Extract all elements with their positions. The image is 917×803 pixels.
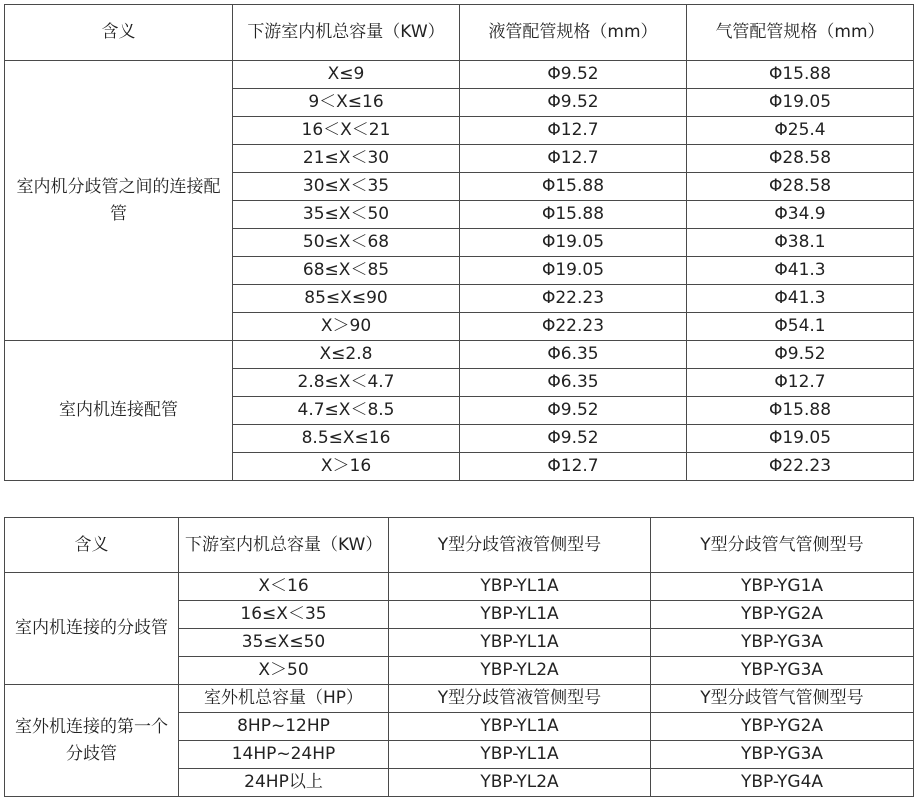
header-liquid-pipe: 液管配管规格（mm） [460,5,687,61]
gas-cell: Φ28.58 [687,145,914,173]
header-meaning: 含义 [5,518,179,573]
liquid-cell: YBP-YL1A [389,601,651,629]
table-row [5,341,914,369]
liquid-cell: Φ22.23 [460,285,687,313]
gas-cell: Φ38.1 [687,229,914,257]
capacity-cell: 68≤X＜85 [233,257,460,285]
gas-cell: Φ22.23 [687,453,914,481]
gas-cell: YBP-YG2A [651,713,914,741]
liquid-cell: Φ15.88 [460,201,687,229]
capacity-cell: 35≤X＜50 [233,201,460,229]
liquid-cell: YBP-YL1A [389,629,651,657]
gas-cell: Φ15.88 [687,61,914,89]
liquid-cell: Φ9.52 [460,89,687,117]
capacity-cell: 16＜X＜21 [233,117,460,145]
liquid-cell: Φ9.52 [460,397,687,425]
capacity-cell: X≤9 [233,61,460,89]
gas-cell: Φ19.05 [687,425,914,453]
group-label: 室内机分歧管之间的连接配管 [5,61,233,341]
table-header-row [5,5,914,61]
capacity-cell: 24HP以上 [179,769,389,797]
gas-cell: Φ28.58 [687,173,914,201]
capacity-cell: 35≤X≤50 [179,629,389,657]
liquid-cell: Φ12.7 [460,117,687,145]
group-label: 室内机连接的分歧管 [5,573,179,685]
capacity-cell: 2.8≤X＜4.7 [233,369,460,397]
gas-cell: Φ15.88 [687,397,914,425]
gas-cell: Φ9.52 [687,341,914,369]
gas-cell: YBP-YG1A [651,573,914,601]
capacity-cell: 50≤X＜68 [233,229,460,257]
capacity-cell: 8.5≤X≤16 [233,425,460,453]
liquid-cell: Φ9.52 [460,425,687,453]
liquid-cell: Φ12.7 [460,145,687,173]
header-capacity: 下游室内机总容量（KW） [233,5,460,61]
group-label: 室外机连接的第一个分歧管 [5,685,179,797]
gas-cell: Φ12.7 [687,369,914,397]
table-row [5,573,914,601]
liquid-cell: Φ6.35 [460,341,687,369]
table-row [5,685,914,713]
capacity-cell: X＞16 [233,453,460,481]
gas-cell: YBP-YG3A [651,629,914,657]
gas-cell: YBP-YG2A [651,601,914,629]
liquid-cell: Φ12.7 [460,453,687,481]
gas-cell: Φ41.3 [687,257,914,285]
gas-cell: YBP-YG4A [651,769,914,797]
gas-cell: Y型分歧管气管侧型号 [651,685,914,713]
liquid-cell: YBP-YL2A [389,657,651,685]
capacity-cell: 8HP~12HP [179,713,389,741]
capacity-cell: X＜16 [179,573,389,601]
header-capacity: 下游室内机总容量（KW） [179,518,389,573]
capacity-cell: 21≤X＜30 [233,145,460,173]
liquid-cell: Φ9.52 [460,61,687,89]
gas-cell: Φ54.1 [687,313,914,341]
header-meaning: 含义 [5,5,233,61]
group-label: 室内机连接配管 [5,341,233,481]
capacity-cell: X＞90 [233,313,460,341]
capacity-cell: 4.7≤X＜8.5 [233,397,460,425]
capacity-cell: 9＜X≤16 [233,89,460,117]
header-gas-pipe: 气管配管规格（mm） [687,5,914,61]
liquid-cell: Φ15.88 [460,173,687,201]
liquid-cell: Φ19.05 [460,257,687,285]
liquid-cell: Φ19.05 [460,229,687,257]
pipe-spec-table [4,4,914,481]
liquid-cell: Φ22.23 [460,313,687,341]
liquid-cell: YBP-YL1A [389,713,651,741]
liquid-cell: YBP-YL1A [389,741,651,769]
gas-cell: Φ25.4 [687,117,914,145]
pipe-spec-table-body [5,5,914,481]
capacity-cell: 16≤X＜35 [179,601,389,629]
capacity-cell: 30≤X＜35 [233,173,460,201]
liquid-cell: Y型分歧管液管侧型号 [389,685,651,713]
capacity-cell: 室外机总容量（HP） [179,685,389,713]
table-row [5,61,914,89]
liquid-cell: YBP-YL2A [389,769,651,797]
table-header-row [5,518,914,573]
gas-cell: Φ34.9 [687,201,914,229]
capacity-cell: 14HP~24HP [179,741,389,769]
capacity-cell: X＞50 [179,657,389,685]
liquid-cell: YBP-YL1A [389,573,651,601]
liquid-cell: Φ6.35 [460,369,687,397]
gas-cell: Φ19.05 [687,89,914,117]
gas-cell: Φ41.3 [687,285,914,313]
branch-pipe-table-body [5,518,914,797]
header-gas-model: Y型分歧管气管侧型号 [651,518,914,573]
header-liquid-model: Y型分歧管液管侧型号 [389,518,651,573]
branch-pipe-model-table [4,517,914,797]
capacity-cell: X≤2.8 [233,341,460,369]
capacity-cell: 85≤X≤90 [233,285,460,313]
gas-cell: YBP-YG3A [651,741,914,769]
gas-cell: YBP-YG3A [651,657,914,685]
